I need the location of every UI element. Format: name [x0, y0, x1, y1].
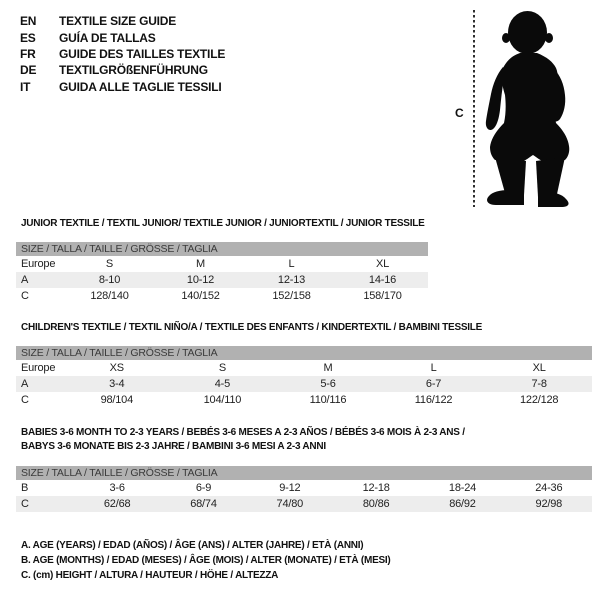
table-cell: 80/86 [362, 498, 390, 510]
table-cell: 116/122 [414, 394, 453, 406]
language-row-de [20, 62, 225, 78]
junior-size-table [16, 242, 428, 304]
footnotes [16, 538, 391, 584]
height-dashed-line [473, 10, 475, 207]
table-cell: 6-7 [425, 378, 442, 390]
table-cell: S [105, 258, 114, 270]
footnote-age-months: B. AGE (MONTHS) / EDAD (MESES) / ÂGE (MOIS) / ALTER (MONATE) / ETÀ (MESI) [21, 555, 391, 567]
language-row-it [20, 79, 225, 95]
table-cell: 62/68 [103, 498, 131, 510]
table-cell: M [323, 362, 333, 374]
row-label: A [21, 378, 29, 390]
footnote-age-years: A. AGE (YEARS) / EDAD (AÑOS) / ÂGE (ANS) / ALTER (JAHRE) / ETÀ (ANNI) [21, 540, 364, 551]
table-cell: 12-13 [277, 274, 306, 286]
table-cell: 6-9 [195, 482, 212, 494]
table-cell: 18-24 [448, 482, 477, 494]
size-header-bar: SIZE / TALLA / TAILLE / GRÖSSE / TAGLIA [16, 346, 592, 360]
language-title: GUIDA ALLE TAGLIE TESSILI [59, 79, 222, 94]
table-row-europe [16, 360, 592, 376]
size-header-bar: SIZE / TALLA / TAILLE / GRÖSSE / TAGLIA [16, 242, 428, 256]
table-row-height [16, 392, 592, 408]
language-title: TEXTILE SIZE GUIDE [59, 14, 177, 29]
language-code: ES [20, 30, 36, 45]
language-list [20, 13, 225, 95]
babies-title-line-1: BABIES 3-6 MONTH TO 2-3 YEARS / BEBÉS 3-6 MESES A 2-3 AÑOS / BÉBÉS 3-6 MOIS À 2-3 ANS / [21, 427, 465, 438]
language-title: GUIDE DES TAILLES TEXTILE [59, 46, 226, 61]
table-cell: 24-36 [535, 482, 563, 494]
language-row-en [20, 13, 225, 29]
table-cell: 3-4 [109, 378, 125, 390]
footnote-height: C. (cm) HEIGHT / ALTURA / HAUTEUR / HÖHE / ALTEZZA [21, 570, 279, 582]
row-label: C [21, 290, 29, 302]
table-cell: 128/140 [90, 290, 129, 302]
junior-table-title: JUNIOR TEXTILE / TEXTIL JUNIOR/ TEXTILE JUNIOR / JUNIORTEXTIL / JUNIOR TESSILE [21, 218, 425, 229]
row-label: A [21, 274, 29, 286]
table-cell: 14-16 [368, 274, 397, 286]
table-row-height [16, 288, 428, 304]
table-cell: 5-6 [320, 378, 336, 390]
table-cell: 74/80 [276, 498, 304, 510]
table-cell: 7-8 [531, 378, 547, 390]
table-cell: 152/158 [272, 290, 311, 302]
table-cell: 4-5 [214, 378, 231, 390]
table-cell: XS [109, 362, 124, 374]
row-label: C [21, 498, 29, 510]
language-title: TEXTILGRÖßENFÜHRUNG [59, 63, 208, 78]
table-cell: S [218, 362, 226, 374]
table-cell: M [196, 258, 205, 270]
table-row-months [16, 480, 592, 496]
table-cell: 92/98 [535, 498, 563, 510]
babies-size-table [16, 466, 592, 512]
table-cell: 10-12 [186, 274, 215, 286]
children-table-title: CHILDREN'S TEXTILE / TEXTIL NIÑO/A / TEXTILE DES ENFANTS / KINDERTEXTIL / BAMBINI TESSILE [21, 322, 483, 333]
table-row-age [16, 272, 428, 288]
table-cell: 104/110 [203, 394, 242, 406]
language-code: EN [20, 14, 37, 29]
table-row-age [16, 376, 592, 392]
table-cell: L [288, 258, 295, 270]
table-cell: 68/74 [190, 498, 217, 510]
table-cell: 122/128 [519, 394, 559, 406]
table-cell: 8-10 [98, 274, 121, 286]
table-cell: 9-12 [279, 482, 301, 494]
row-label: C [21, 394, 29, 406]
baby-silhouette-icon [482, 9, 572, 209]
table-cell: 110/116 [309, 394, 347, 406]
row-label: B [21, 482, 29, 494]
babies-table-title [16, 426, 592, 454]
row-label: Europe [21, 258, 56, 270]
table-row-height [16, 496, 592, 512]
children-size-table [16, 346, 592, 408]
table-cell: 86/92 [449, 498, 476, 510]
table-cell: 158/170 [363, 290, 402, 302]
language-row-fr [20, 46, 225, 62]
language-code: IT [20, 79, 31, 94]
language-code: DE [20, 63, 37, 78]
children-table-section [16, 322, 592, 408]
table-cell: XL [375, 258, 390, 270]
table-cell: 98/104 [100, 394, 134, 406]
row-label: Europe [21, 362, 56, 374]
language-code: FR [20, 46, 36, 61]
table-cell: 3-6 [109, 482, 125, 494]
language-title: GUÍA DE TALLAS [59, 30, 156, 45]
table-cell: 140/152 [181, 290, 220, 302]
table-cell: L [430, 362, 437, 374]
language-row-es [20, 29, 225, 45]
babies-title-line-2: BABYS 3-6 MONATE BIS 2-3 JAHRE / BAMBINI 3-6 MESI A 2-3 ANNI [21, 441, 326, 452]
table-row-europe [16, 256, 428, 272]
height-marker-label: C [455, 106, 464, 120]
size-header-bar: SIZE / TALLA / TAILLE / GRÖSSE / TAGLIA [16, 466, 592, 480]
babies-table-section [16, 426, 592, 512]
table-cell: XL [532, 362, 546, 374]
junior-table-section [16, 218, 428, 304]
table-cell: 12-18 [362, 482, 390, 494]
